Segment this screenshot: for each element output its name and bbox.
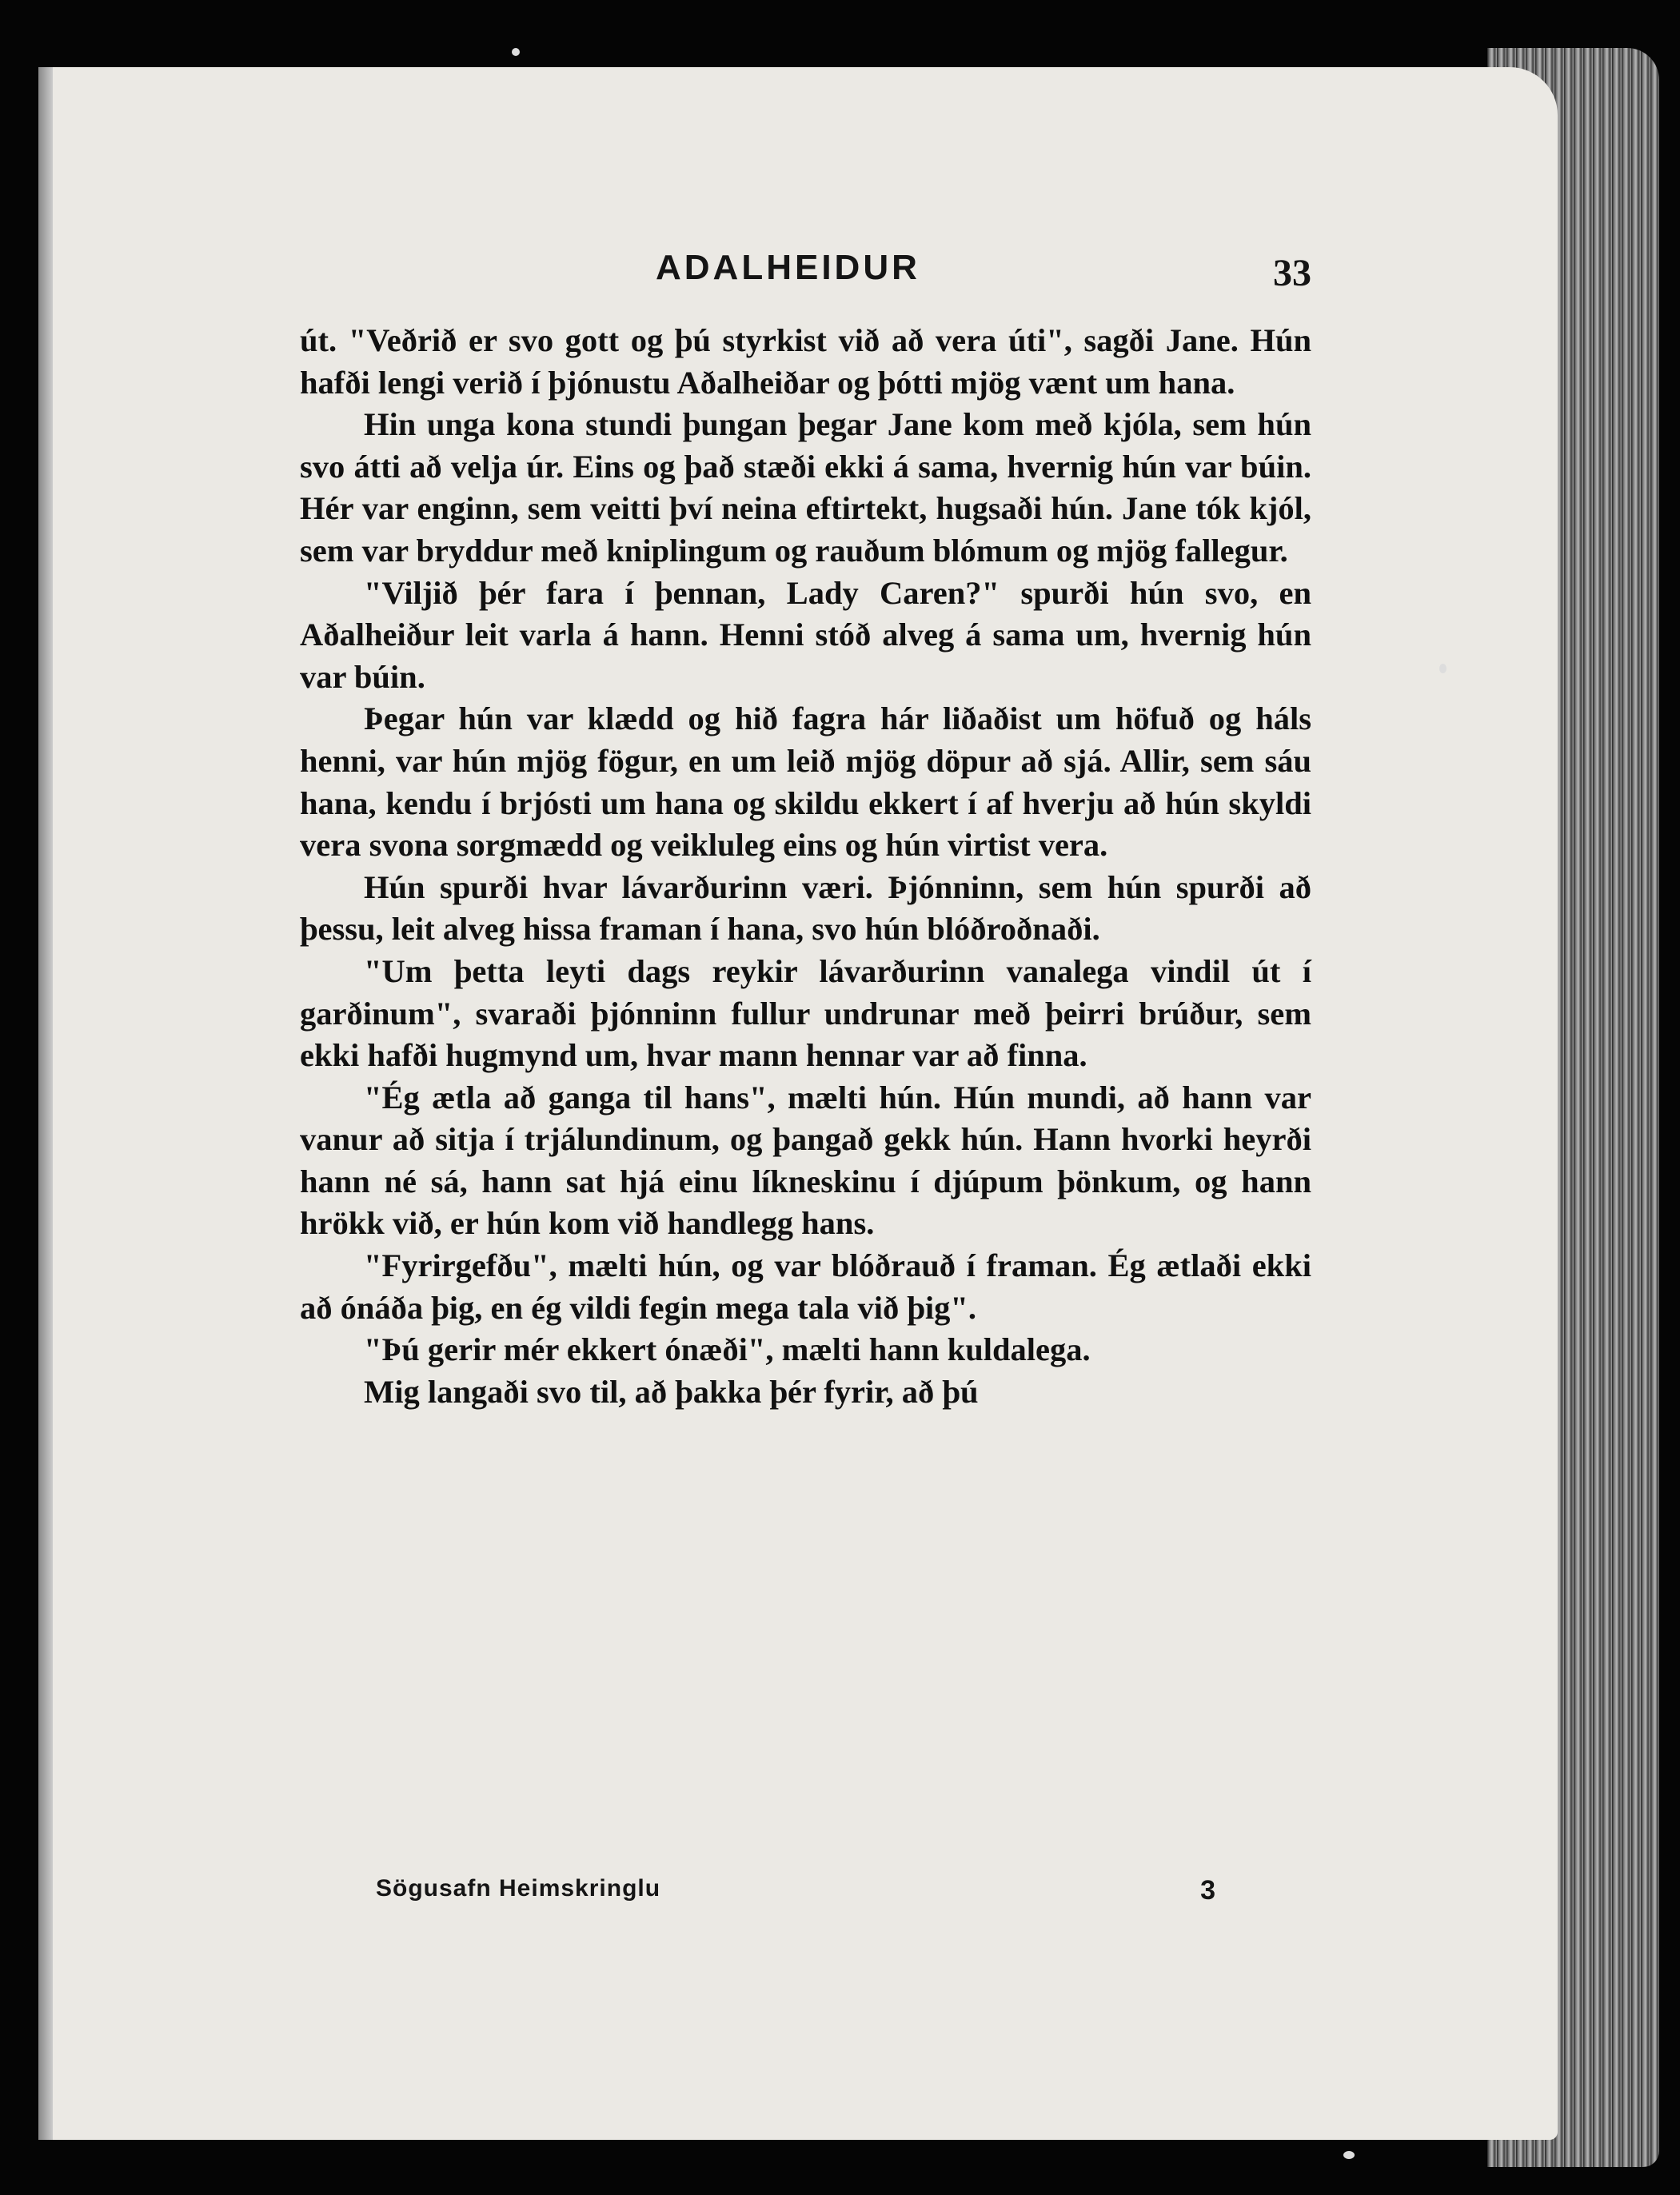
scan-speck xyxy=(512,48,520,56)
page-number: 33 xyxy=(1273,252,1311,294)
paragraph: Hún spurði hvar lávarðurinn væri. Þjónninn, sem hún spurði að þessu, leit alveg hissa framan í hana, svo hún blóðroðnaði. xyxy=(300,868,1311,948)
body-text xyxy=(300,320,1311,1413)
page-header xyxy=(248,240,1311,296)
paragraph: Þegar hún var klædd og hið fagra hár liðaðist um höfuð og háls henni, var hún mjög fögur, en um leið mjög döpur að sjá. Allir, sem sáu hana, kendu í brjósti um hana og skildu ekkert í af hverju að hún skyldi vera svona sorgmædd og veikluleg eins og hún virtist vera. xyxy=(300,700,1311,864)
signature-label: Sögusafn Heimskringlu xyxy=(376,1875,661,1902)
paragraph: Mig langaði svo til, að þakka þér fyrir, að þú xyxy=(364,1373,979,1410)
paragraph: "Um þetta leyti dags reykir lávarðurinn vanalega vindil út í garðinum", svaraði þjónninn fullur undrunar með þeirri brúður, sem ekki hafði hugmynd um, hvar mann hennar var að finna. xyxy=(300,952,1311,1074)
paragraph: "Fyrirgefðu", mælti hún, og var blóðrauð í framan. Ég ætlaði ekki að ónáða þig, en ég vildi fegin mega tala við þig". xyxy=(300,1247,1311,1326)
signature-mark: 3 xyxy=(1200,1875,1215,1906)
paragraph: út. "Veðrið er svo gott og þú styrkist við að vera úti", sagði Jane. Hún hafði lengi verið í þjónustu Aðalheiðar og þótti mjög vænt um hana. xyxy=(300,322,1311,401)
scan-speck xyxy=(1439,664,1447,673)
paragraph: "Viljið þér fara í þennan, Lady Caren?" spurði hún svo, en Aðalheiður leit varla á hann. Henni stóð alveg á sama um, hvernig hún var búin. xyxy=(300,574,1311,695)
paragraph: Hin unga kona stundi þungan þegar Jane kom með kjóla, sem hún svo átti að velja úr. Eins og það stæði ekki á sama, hvernig hún var búin. Hér var enginn, sem veitti því neina eftirtekt, hugsaði hún. Jane tók kjól, sem var bryddur með kniplingum og rauðum blómum og mjög fallegur. xyxy=(300,406,1311,569)
running-head: ADALHEIDUR xyxy=(656,248,920,287)
paragraph: "Ég ætla að ganga til hans", mælti hún. Hún mundi, að hann var vanur að sitja í trjálundinum, og þangað gekk hún. Hann hvorki heyrði hann né sá, hann sat hjá einu líkneskinu í djúpum þönkum, og hann hrökk við, er hún kom við handlegg hans. xyxy=(300,1079,1311,1242)
paragraph: "Þú gerir mér ekkert ónæði", mælti hann kuldalega. xyxy=(364,1331,1091,1368)
page-footer xyxy=(376,1875,1215,1915)
page-gutter xyxy=(38,67,53,2140)
scan-speck xyxy=(1343,2151,1355,2159)
